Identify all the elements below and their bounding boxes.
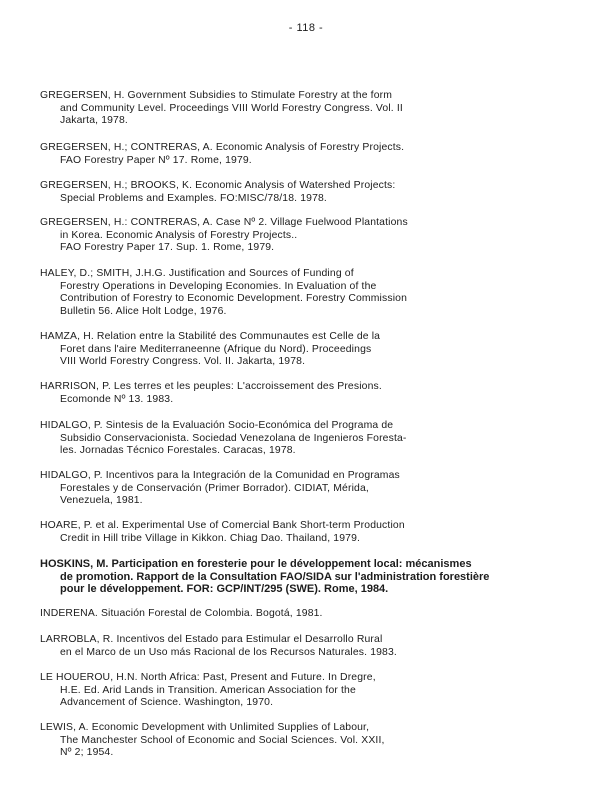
reference-line: The Manchester School of Economic and Social Sciences. Vol. XXII, — [60, 734, 385, 746]
reference-entry — [40, 520, 600, 545]
reference-line: pour le développement. FOR: GCP/INT/295 (SWE). Rome, 1984. — [60, 583, 389, 595]
reference-line: HARRISON, P. Les terres et les peuples: L'accroissement des Presions. — [40, 381, 382, 392]
reference-line: Contribution of Forestry to Economic Development. Forestry Commission — [60, 293, 408, 304]
reference-line: LARROBLA, R. Incentivos del Estado para Estimular el Desarrollo Rural — [40, 634, 383, 645]
reference-line: HIDALGO, P. Sintesis de la Evaluación Socio-Económica del Programa de — [40, 420, 394, 431]
reference-line: H.E. Ed. Arid Lands in Transition. American Association for the — [60, 684, 356, 696]
reference-line: Jakarta, 1978. — [60, 115, 128, 126]
reference-line: HALEY, D.; SMITH, J.H.G. Justification and Sources of Funding of — [40, 268, 354, 279]
reference-line: Special Problems and Examples. FO:MISC/78/18. 1978. — [60, 192, 327, 204]
reference-line: Venezuela, 1981. — [60, 495, 143, 506]
reference-entry — [40, 142, 600, 167]
reference-line: GREGERSEN, H. Government Subsidies to Stimulate Forestry at the form — [40, 90, 393, 101]
reference-entry — [40, 331, 600, 369]
reference-line: Subsidio Conservacionista. Sociedad Venezolana de Ingenieros Foresta- — [60, 432, 407, 444]
reference-entry — [40, 180, 600, 205]
reference-entry — [40, 634, 600, 659]
reference-line: Foret dans l'aire Mediterraneenne (Afrique du Nord). Proceedings — [60, 343, 372, 355]
reference-entry — [40, 608, 600, 621]
reference-line: VIII World Forestry Congress. Vol. II. Jakarta, 1978. — [60, 356, 306, 367]
reference-line: Forestry Operations in Developing Economies. In Evaluation of the — [60, 280, 377, 292]
reference-line: les. Jornadas Técnico Forestales. Caracas, 1978. — [60, 445, 296, 456]
reference-line: GREGERSEN, H.; BROOKS, K. Economic Analysis of Watershed Projects: — [40, 180, 396, 191]
reference-entry — [40, 217, 600, 255]
reference-line: HAMZA, H. Relation entre la Stabilité des Communautes est Celle de la — [40, 331, 381, 342]
reference-line: Nº 2; 1954. — [60, 747, 114, 758]
reference-line: Advancement of Science. Washington, 1970. — [60, 697, 274, 708]
reference-entry — [40, 558, 600, 596]
reference-line: Credit in Hill tribe Village in Kikkon. Chiag Dao. Thailand, 1979. — [60, 532, 361, 544]
reference-line: Forestales y de Conservación (Primer Borrador). CIDIAT, Mérida, — [60, 482, 369, 494]
reference-entry — [40, 470, 600, 508]
reference-line: GREGERSEN, H.: CONTRERAS, A. Case Nº 2. Village Fuelwood Plantations — [40, 217, 408, 228]
reference-entry — [40, 672, 600, 710]
reference-line: LE HOUEROU, H.N. North Africa: Past, Present and Future. In Dregre, — [40, 672, 376, 683]
reference-line: de promotion. Rapport de la Consultation FAO/SIDA sur l'administration forestière — [60, 570, 490, 583]
reference-line: HOARE, P. et al. Experimental Use of Comercial Bank Short-term Production — [40, 520, 405, 531]
reference-line: FAO Forestry Paper 17. Sup. 1. Rome, 1979. — [60, 242, 275, 253]
reference-line: and Community Level. Proceedings VIII World Forestry Congress. Vol. II — [60, 102, 403, 114]
reference-line: HOSKINS, M. Participation en foresterie pour le développement local: mécanismes — [40, 558, 472, 570]
reference-line: en el Marco de un Uso más Racional de los Recursos Naturales. 1983. — [60, 646, 397, 658]
reference-line: GREGERSEN, H.; CONTRERAS, A. Economic Analysis of Forestry Projects. — [40, 142, 405, 153]
reference-entry — [40, 268, 600, 318]
reference-line: FAO Forestry Paper Nº 17. Rome, 1979. — [60, 154, 252, 166]
reference-entry — [40, 420, 600, 458]
reference-line: Ecomonde Nº 13. 1983. — [60, 393, 174, 405]
reference-entry — [40, 722, 600, 760]
reference-line: HIDALGO, P. Incentivos para la Integración de la Comunidad en Programas — [40, 470, 400, 481]
reference-line: in Korea. Economic Analysis of Forestry Projects.. — [60, 229, 298, 241]
reference-line: Bulletin 56. Alice Holt Lodge, 1976. — [60, 305, 227, 317]
page-number: - 118 - — [288, 22, 324, 34]
reference-line: INDERENA. Situación Forestal de Colombia. Bogotá, 1981. — [40, 608, 323, 619]
reference-entry — [40, 381, 600, 406]
reference-line: LEWIS, A. Economic Development with Unlimited Supplies of Labour, — [40, 722, 370, 733]
reference-entry — [40, 90, 600, 128]
